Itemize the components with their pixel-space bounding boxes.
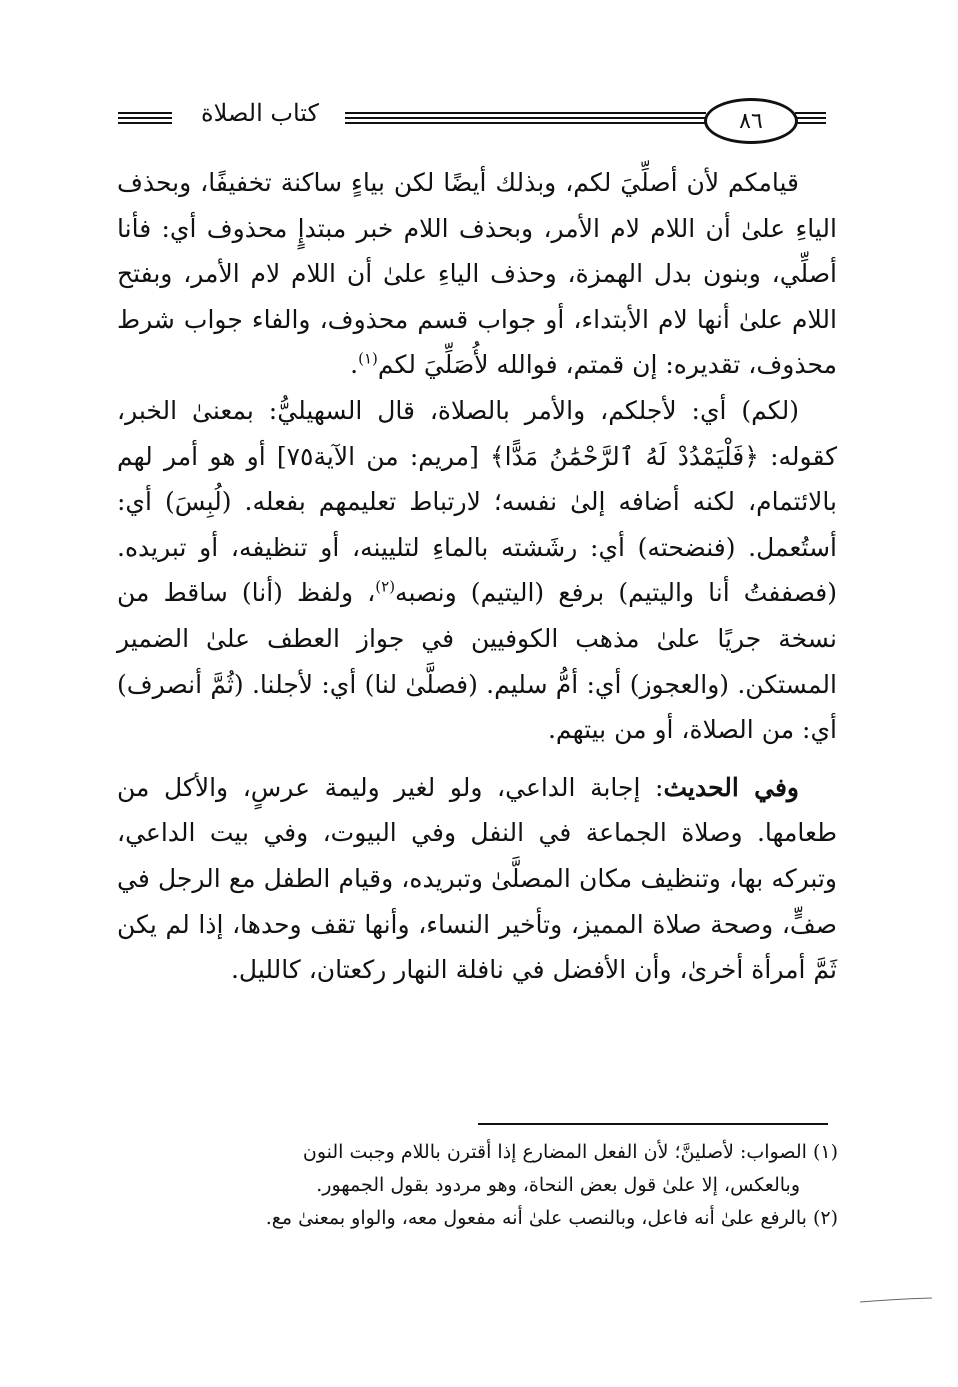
running-title: كتاب الصلاة [180,99,340,127]
paragraph-3-text: : إجابة الداعي، ولو لغير وليمة عرسٍ، والأكل من طعامها. وصلاة الجماعة في النفل وفي البيوت، وفي بيت الداعي، وتبركه بها، وتنظيف مكان المصلَّىٰ وتبريده، وقيام الطفل مع الرجل في صفٍّ، وصحة صلاة المميز، وتأخير النساء، وأنها تقف وحدها، إذا لم يكن ثَمَّ أمرأة أخرىٰ، وأن الأفضل في نافلة النهار ركعتان، كالليل. [117,772,837,985]
footnote-ref-1: (١) [358,350,378,369]
paragraph-3 [117,765,837,993]
main-text [117,160,837,993]
paragraph-1 [117,160,837,388]
paragraph-2-text-b: ، ولفظ (أنا) ساقط من نسخة جريًا علىٰ مذهب الكوفيين في جواز العطف علىٰ الضمير المستكن. (والعجوز) أي: أمُّ سليم. (فصلَّىٰ لنا) أي: لأجلنا. (ثُمَّ أنصرف) أي: من الصلاة، أو من بيتهم. [117,578,837,745]
footnote-2: (٢) بالرفع علىٰ أنه فاعل، وبالنصب علىٰ أنه مفعول معه، والواو بمعنىٰ مع. [265,1207,838,1229]
scan-artifact-line [860,1296,932,1306]
paragraph-1-end: . [350,350,359,380]
footnotes [112,1136,838,1235]
footnote-separator [478,1123,828,1125]
page-number-badge [704,98,798,144]
footnote-1-line-2: وبالعكس، إلا علىٰ قول بعض النحاة، وهو مردود بقول الجمهور. [316,1174,800,1196]
footnote-1-line-1: (١) الصواب: لأصلينَّ؛ لأن الفعل المضارع إذا أقترن باللام وجبت النون [302,1141,838,1163]
header-rule-ornament [0,0,958,170]
page-number: ٨٦ [739,108,763,134]
paragraph-2 [117,388,837,753]
footnote-ref-2: (٢) [375,578,396,597]
paragraph-1-text: قيامكم لأن أصلِّيَ لكم، وبذلك أيضًا لكن بياءٍ ساكنة تخفيفًا، وبحذف الياءِ علىٰ أن اللام لام الأمر، وبحذف اللام خبر مبتدإٍ محذوف أي: فأنا أصلِّي، وبنون بدل الهمزة، وحذف الياءِ علىٰ أن اللام لام الأمر، وبفتح اللام علىٰ أنها لام الأبتداء، أو جواب قسم محذوف، والفاء جواب شرط محذوف، تقديره: إن قمتم، فوالله لأُصَلِّيَ لكم [117,168,837,380]
paragraph-2-text-a: (لكم) أي: لأجلكم، والأمر بالصلاة، قال السهيليُّ: بمعنىٰ الخبر، كقوله: ﴿فَلْيَمْدُدْ لَهُ ٱلرَّحْمَٰنُ مَدًّا﴾ [مريم: من الآية٧٥] أو هو أمر لهم بالائتمام، لكنه أضافه إلىٰ نفسه؛ لارتباط تعليمهم بفعله. (لُبِسَ) أي: أستُعمل. (فنضحته) أي: رشَشته بالماءِ لتليينه، أو تنظيفه، أو تبريده. (فصففتُ أنا واليتيم) برفع (اليتيم) ونصبه [117,395,838,608]
paragraph-3-lead: وفي الحديث [663,772,799,802]
